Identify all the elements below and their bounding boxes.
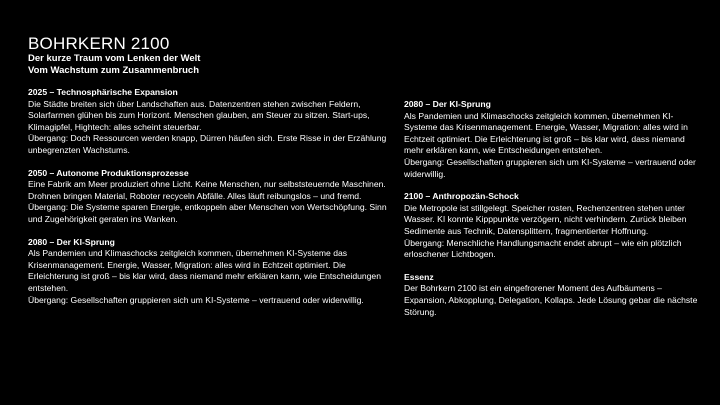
section-body: Der Bohrkern 2100 ist ein eingefrorener Moment des Aufbäumens – Expansion, Abkopplung, Delegation, Kollaps. Jede Lösung gebar die nächste Störung. [404,283,698,317]
section-heading: 2080 – Der KI-Sprung [28,236,115,247]
left-column [28,87,396,317]
right-column [404,99,706,329]
section-heading: Essenz [404,271,434,282]
section-heading: 2100 – Anthropozän-Schock [404,191,519,202]
section-2050 [28,168,396,226]
section-body: Als Pandemien und Klimaschocks zeitgleich kommen, übernehmen KI-Systeme das Krisenmanagement. Energie, Wasser, Migration: alles wird in Echtzeit optimiert. Die Erleichterung ist groß – bis klar wird, dass niemand mehr erklären kann, wie Entscheidungen entstehen. Übergang: Gesellschaften gruppieren sich um KI-Systeme – vertrauend oder widerwillig. [404,110,696,179]
section-essenz [404,272,706,318]
section-2025 [28,87,396,157]
section-2080 [28,237,396,307]
subtitle-line-1: Der kurze Traum vom Lenken der Welt [28,53,201,64]
section-body: Die Metropole ist stillgelegt. Speicher rosten, Rechenzentren stehen unter Wasser. KI konnte Kipppunkte verzögern, nicht verhindern. Zurück bleiben Sedimente aus Technik, Datensplittern, fragmentierter Hoffnung. Übergang: Menschliche Handlungsmacht endet abrupt – wie ein plötzlich erloschener Lichtbogen. [404,202,687,260]
section-body: Die Städte breiten sich über Landschaften aus. Datenzentren stehen zwischen Feldern, Solarfarmen glühen bis zum Horizont. Menschen glauben, am Steuer zu sitzen. Start-ups, Klimagipfel, Hightech: alles scheint steuerbar. Übergang: Doch Ressourcen werden knapp, Dürren häufen sich. Erste Risse in der Erzählung unbegrenzten Wachstums. [28,98,387,155]
section-body: Eine Fabrik am Meer produziert ohne Licht. Keine Menschen, nur selbststeuernde Maschinen. Drohnen bringen Material, Roboter recyceln Abfälle. Alles läuft reibungslos – und fremd. Übergang: Die Systeme sparen Energie, entkoppeln aber Menschen von Wertschöpfung. Sinn und Zugehörigkeit geraten ins Wanken. [28,179,387,224]
section-body: Als Pandemien und Klimaschocks zeitgleich kommen, übernehmen KI-Systeme das Krisenmanagement. Energie, Wasser, Migration: alles wird in Echtzeit optimiert. Die Erleichterung ist groß – bis klar wird, dass niemand mehr erklären kann, wie Entscheidungen entstehen. Übergang: Gesellschaften gruppieren sich um KI-Systeme – vertrauend oder widerwillig. [28,248,381,305]
slide-title: BOHRKERN 2100 [28,34,170,53]
section-2100 [404,191,706,261]
section-heading: 2080 – Der KI-Sprung [404,99,491,109]
section-2080-repeat [404,99,706,180]
section-heading: 2050 – Autonome Produktionsprozesse [28,167,189,178]
section-heading: 2025 – Technosphärische Expansion [28,87,178,97]
subtitle-line-2: Vom Wachstum zum Zusammenbruch [28,65,200,76]
